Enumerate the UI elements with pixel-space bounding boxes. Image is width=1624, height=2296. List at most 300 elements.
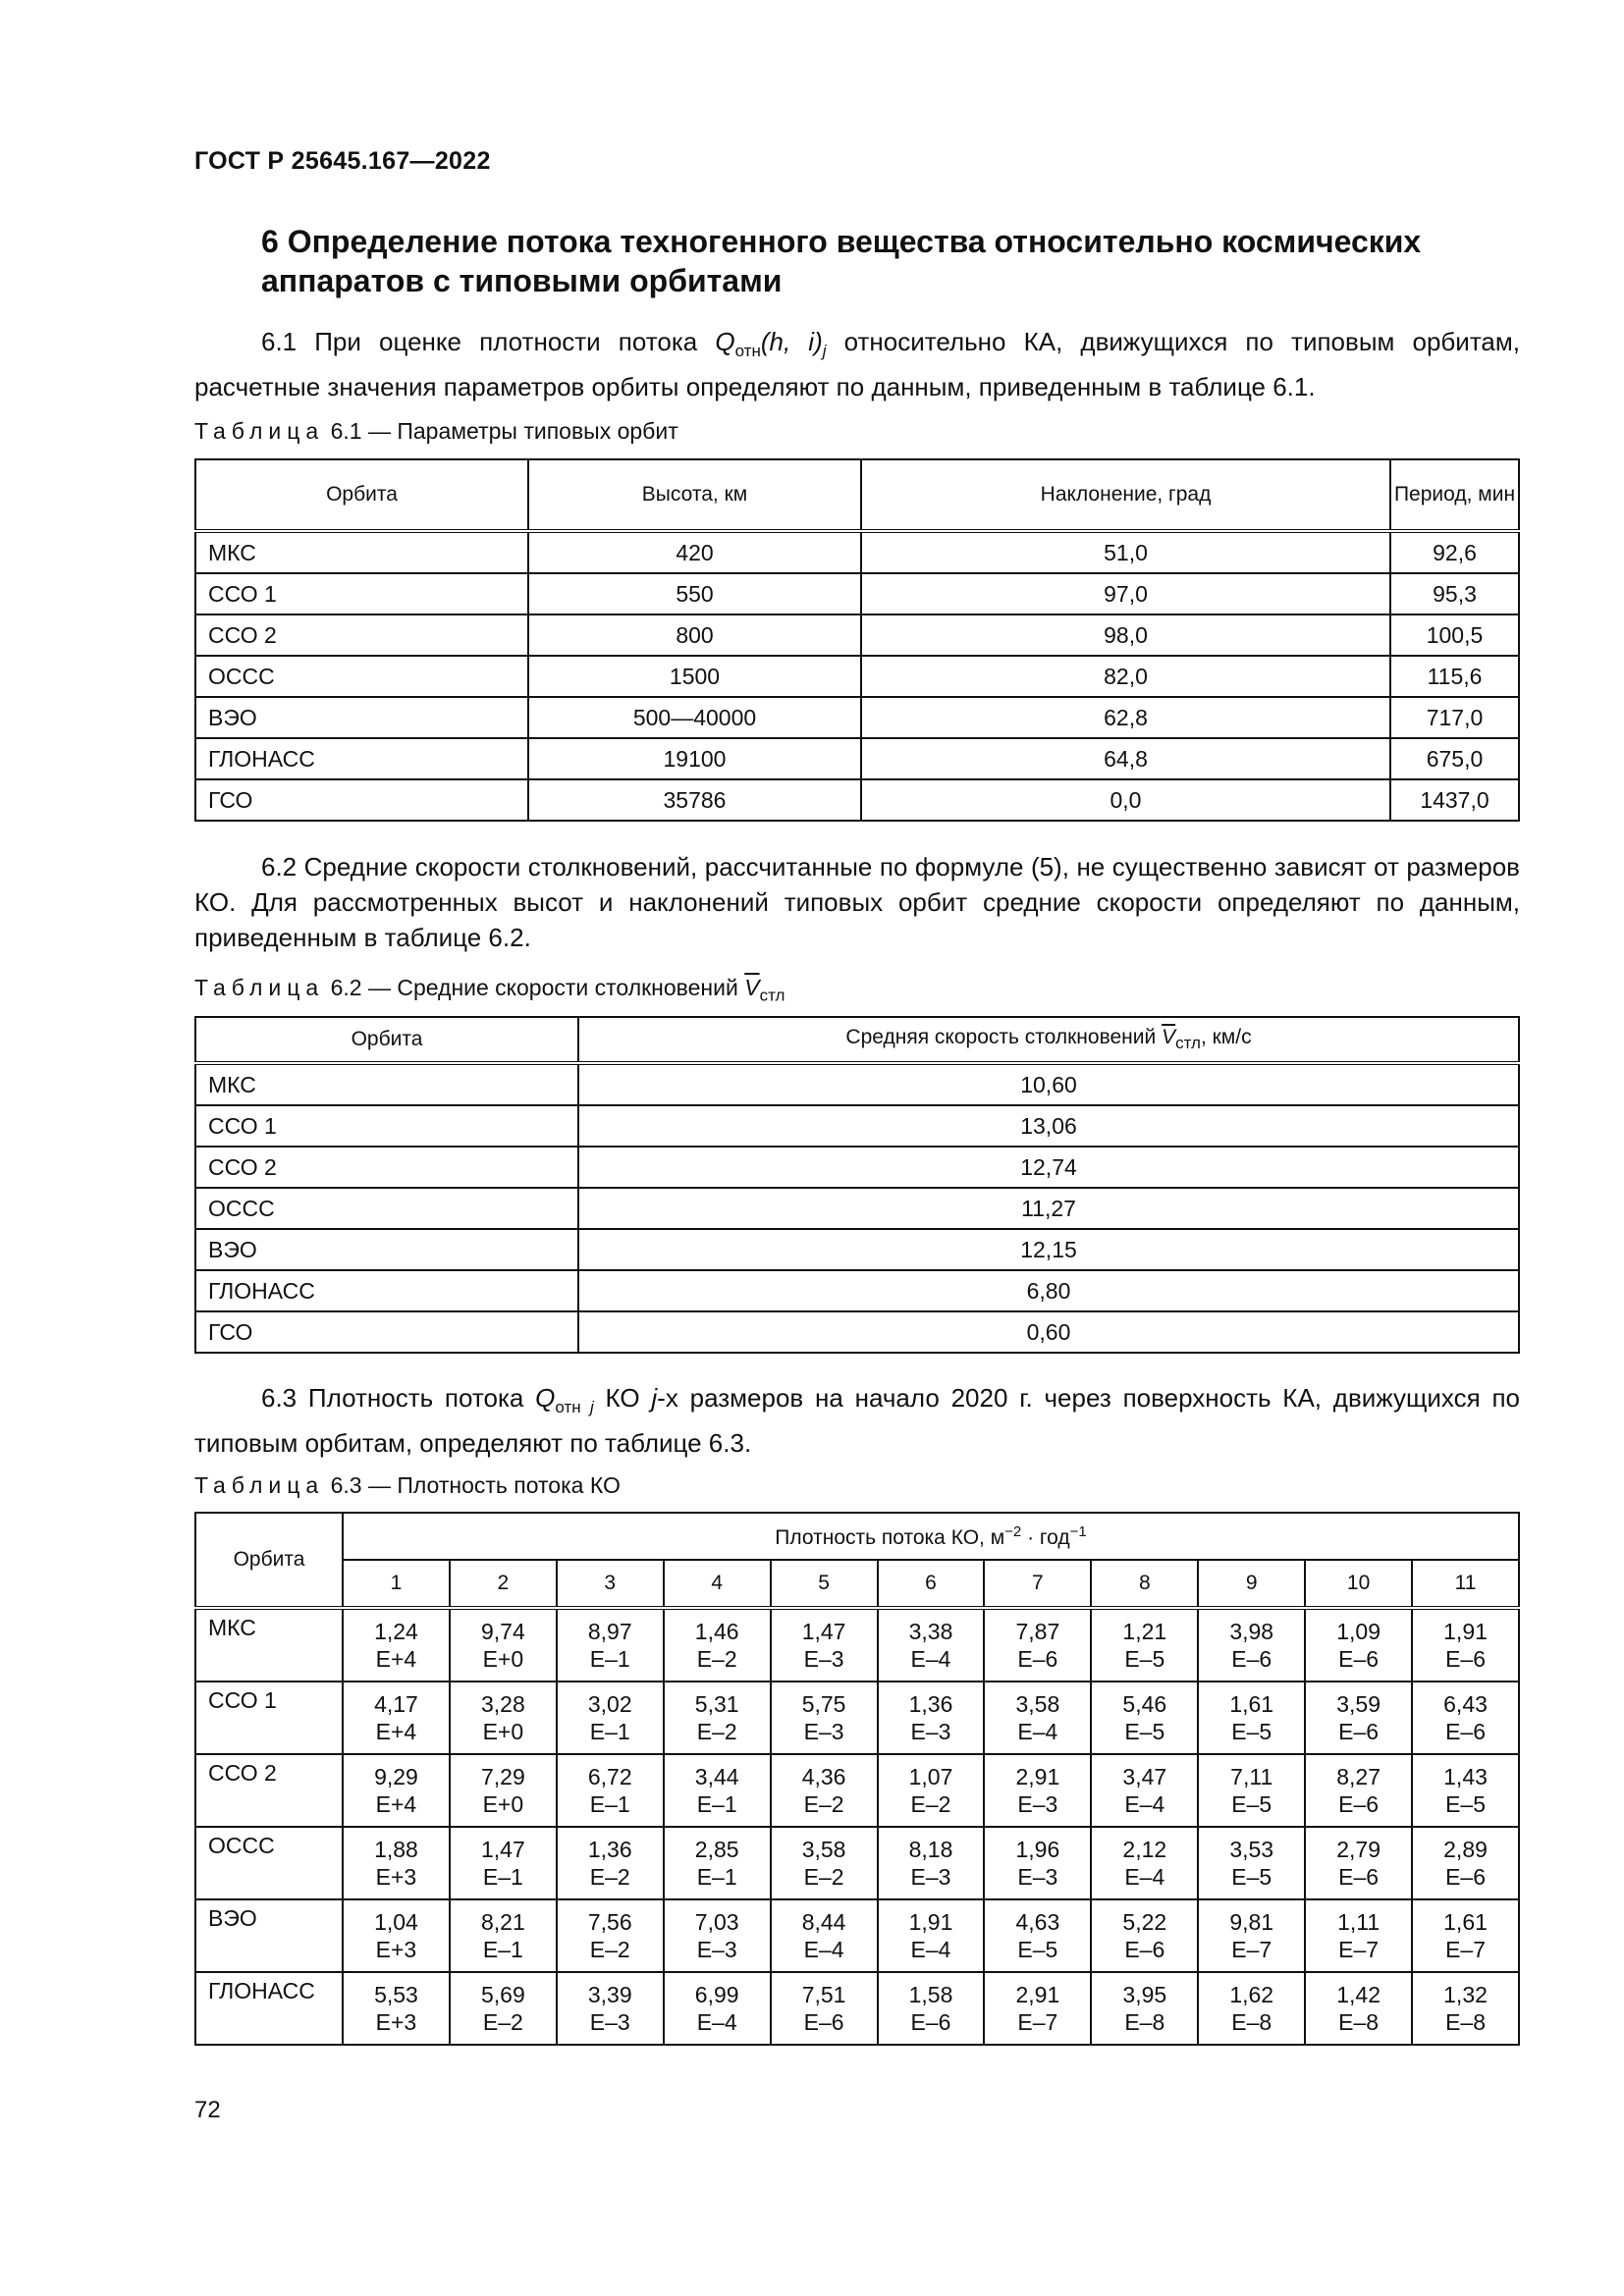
cell-exponent: E+4: [375, 1719, 417, 1744]
table-row: [195, 1972, 1519, 2045]
table-cell-orbit: ССО 2: [195, 1754, 343, 1827]
col-header-size-10: 10: [1305, 1560, 1412, 1608]
table-cell: [878, 1682, 985, 1754]
cell-exponent: E–6: [1338, 1864, 1380, 1890]
table-row: [195, 1827, 1519, 1899]
table-size-columns-row: [195, 1560, 1519, 1608]
document-id: ГОСТ Р 25645.167—2022: [194, 147, 491, 175]
table-cell: [771, 1682, 878, 1754]
table-orbit-parameters: [194, 458, 1520, 822]
cell-exponent: E–5: [1231, 1864, 1272, 1890]
cell-exponent: E+3: [375, 1864, 417, 1890]
table-cell: 100,5: [1390, 614, 1519, 656]
cell-mantissa: 3,58: [1015, 1691, 1060, 1717]
col-header-inclination: Наклонение, град: [861, 459, 1390, 531]
cell-mantissa: 3,38: [908, 1619, 953, 1644]
cell-exponent: E–3: [910, 1864, 951, 1890]
table-cell: [1198, 1682, 1305, 1754]
table-cell: [1305, 1972, 1412, 2045]
cell-exponent: E–6: [1338, 1791, 1380, 1817]
cell-exponent: E–4: [1124, 1791, 1165, 1817]
table-cell: [878, 1754, 985, 1827]
cell-exponent: E+3: [375, 2009, 417, 2035]
table-6-2-caption: Таблица 6.2 — Средние скорости столкновений $\overline{V}_{стл}$: [194, 975, 785, 1005]
cell-mantissa: 1,62: [1229, 1982, 1274, 2007]
cell-exponent: E–3: [1017, 1791, 1058, 1817]
cell-exponent: E–4: [910, 1937, 951, 1962]
col-header-altitude: Высота, км: [528, 459, 861, 531]
table-row: [195, 1311, 1519, 1353]
cell-exponent: E–5: [1445, 1791, 1486, 1817]
table-cell: 1500: [528, 656, 861, 697]
table-row: [195, 738, 1519, 779]
table-cell: ВЭО: [195, 1229, 578, 1270]
table-row: [195, 1188, 1519, 1229]
col-header-size-1: 1: [343, 1560, 450, 1608]
cell-exponent: E–3: [589, 2009, 630, 2035]
table-cell: 6,80: [578, 1270, 1519, 1311]
table-cell: МКС: [195, 1063, 578, 1105]
cell-mantissa: 2,91: [1015, 1982, 1060, 2007]
table-cell: [1198, 1754, 1305, 1827]
table-cell: [450, 1827, 557, 1899]
table-cell: [343, 1754, 450, 1827]
cell-mantissa: 1,11: [1337, 1909, 1380, 1935]
col-header-size-11: 11: [1412, 1560, 1519, 1608]
table-cell: [1091, 1754, 1198, 1827]
cell-mantissa: 3,58: [801, 1837, 846, 1862]
table-cell: [664, 1972, 771, 2045]
cell-exponent: E–5: [1231, 1719, 1272, 1744]
table-cell: [1091, 1827, 1198, 1899]
cell-mantissa: 7,11: [1230, 1764, 1273, 1789]
cell-exponent: E–2: [589, 1937, 630, 1962]
cell-exponent: E–2: [589, 1864, 630, 1890]
cell-mantissa: 5,53: [374, 1982, 418, 2007]
table-row: [195, 1270, 1519, 1311]
cell-exponent: E–6: [1338, 1719, 1380, 1744]
table-cell: [1091, 1682, 1198, 1754]
table-cell: [557, 1972, 664, 2045]
table-cell: [984, 1608, 1091, 1682]
table-cell: [450, 1754, 557, 1827]
table-cell: [1412, 1972, 1519, 2045]
cell-mantissa: 5,31: [694, 1691, 739, 1717]
table-cell: [450, 1682, 557, 1754]
cell-mantissa: 2,12: [1122, 1837, 1167, 1862]
table-cell: 800: [528, 614, 861, 656]
table-6-3-caption: Таблица 6.3 — Плотность потока КО: [194, 1472, 621, 1498]
table-cell: ВЭО: [195, 697, 528, 738]
cell-mantissa: 8,44: [801, 1909, 846, 1935]
table-cell: 115,6: [1390, 656, 1519, 697]
table-cell: [450, 1899, 557, 1972]
cell-mantissa: 1,36: [908, 1691, 953, 1717]
cell-mantissa: 1,43: [1443, 1764, 1488, 1789]
table-cell: [343, 1899, 450, 1972]
table-cell: [1305, 1682, 1412, 1754]
cell-exponent: E–2: [910, 1791, 951, 1817]
table-cell: [771, 1754, 878, 1827]
col-header-size-2: 2: [450, 1560, 557, 1608]
table-header-row: [195, 1513, 1519, 1560]
cell-mantissa: 1,47: [480, 1837, 525, 1862]
table-cell: 12,15: [578, 1229, 1519, 1270]
cell-exponent: E–5: [1231, 1791, 1272, 1817]
cell-exponent: E–7: [1231, 1937, 1272, 1962]
cell-mantissa: 7,03: [694, 1909, 739, 1935]
cell-exponent: E–1: [589, 1719, 630, 1744]
table-row: [195, 1105, 1519, 1147]
table-cell: 92,6: [1390, 531, 1519, 573]
cell-mantissa: 7,56: [587, 1909, 632, 1935]
cell-exponent: E–2: [696, 1719, 737, 1744]
table-cell: 420: [528, 531, 861, 573]
cell-mantissa: 7,29: [480, 1764, 525, 1789]
table-cell: 0,60: [578, 1311, 1519, 1353]
table-row: [195, 697, 1519, 738]
table-cell: [771, 1899, 878, 1972]
cell-exponent: E–3: [803, 1719, 844, 1744]
cell-mantissa: 5,46: [1122, 1691, 1167, 1717]
table-cell: [1412, 1754, 1519, 1827]
table-cell: 51,0: [861, 531, 1390, 573]
cell-mantissa: 1,61: [1443, 1909, 1488, 1935]
cell-exponent: E–6: [1017, 1646, 1058, 1672]
cell-mantissa: 3,47: [1122, 1764, 1167, 1789]
table-cell: 12,74: [578, 1147, 1519, 1188]
table-cell: [1305, 1827, 1412, 1899]
table-cell-orbit: ССО 1: [195, 1682, 343, 1754]
cell-mantissa: 3,59: [1336, 1691, 1380, 1717]
cell-exponent: E+0: [482, 1791, 524, 1817]
cell-exponent: E+4: [375, 1646, 417, 1672]
cell-mantissa: 9,29: [374, 1764, 418, 1789]
table-cell: [664, 1682, 771, 1754]
table-cell: [557, 1608, 664, 1682]
table-cell: [1198, 1827, 1305, 1899]
cell-mantissa: 5,22: [1122, 1909, 1167, 1935]
cell-exponent: E–6: [1445, 1646, 1486, 1672]
table-cell: [771, 1972, 878, 2045]
cell-mantissa: 3,95: [1122, 1982, 1167, 2007]
table-cell: [1198, 1899, 1305, 1972]
cell-exponent: E–7: [1338, 1937, 1380, 1962]
col-header-size-8: 8: [1091, 1560, 1198, 1608]
cell-mantissa: 8,18: [908, 1837, 953, 1862]
cell-mantissa: 1,88: [374, 1837, 418, 1862]
table-cell: [771, 1608, 878, 1682]
cell-exponent: E–7: [1017, 2009, 1058, 2035]
table-cell: [1091, 1608, 1198, 1682]
cell-exponent: E–6: [910, 2009, 951, 2035]
table-cell: [771, 1827, 878, 1899]
cell-mantissa: 1,36: [587, 1837, 632, 1862]
cell-exponent: E–7: [1445, 1937, 1486, 1962]
table-cell-orbit: ВЭО: [195, 1899, 343, 1972]
cell-mantissa: 5,75: [801, 1691, 846, 1717]
cell-mantissa: 2,91: [1015, 1764, 1060, 1789]
table-cell: ГСО: [195, 1311, 578, 1353]
table-row: [195, 531, 1519, 573]
cell-exponent: E–4: [803, 1937, 844, 1962]
cell-mantissa: 1,32: [1443, 1982, 1488, 2007]
table-cell: [984, 1899, 1091, 1972]
cell-exponent: E–8: [1231, 2009, 1272, 2035]
table-row: [195, 1608, 1519, 1682]
table-cell: 1437,0: [1390, 779, 1519, 821]
cell-mantissa: 1,58: [908, 1982, 953, 2007]
cell-exponent: E+0: [482, 1719, 524, 1744]
table-cell: [343, 1827, 450, 1899]
table-cell: [1412, 1608, 1519, 1682]
table-cell: [664, 1754, 771, 1827]
table-cell: ГЛОНАСС: [195, 738, 528, 779]
cell-mantissa: 1,04: [374, 1909, 418, 1935]
cell-exponent: E–8: [1338, 2009, 1380, 2035]
table-cell: [1091, 1972, 1198, 2045]
table-cell: [1412, 1899, 1519, 1972]
table-cell: [343, 1608, 450, 1682]
table-row: [195, 1754, 1519, 1827]
table-cell: 675,0: [1390, 738, 1519, 779]
table-cell: [984, 1972, 1091, 2045]
col-header-size-6: 6: [878, 1560, 985, 1608]
table-cell: 97,0: [861, 573, 1390, 614]
table-cell-orbit: МКС: [195, 1608, 343, 1682]
cell-exponent: E–3: [1017, 1864, 1058, 1890]
table-cell: [984, 1827, 1091, 1899]
table-cell: [664, 1899, 771, 1972]
table-row: [195, 1682, 1519, 1754]
cell-exponent: E–3: [696, 1937, 737, 1962]
cell-mantissa: 6,43: [1443, 1691, 1488, 1717]
col-header-size-4: 4: [664, 1560, 771, 1608]
table-cell: [1198, 1972, 1305, 2045]
cell-exponent: E+4: [375, 1791, 417, 1817]
cell-exponent: E–1: [482, 1864, 523, 1890]
cell-exponent: E–4: [696, 2009, 737, 2035]
cell-mantissa: 1,24: [374, 1619, 418, 1644]
col-header-period: Период, мин: [1390, 459, 1519, 531]
cell-mantissa: 4,36: [801, 1764, 846, 1789]
cell-exponent: E–8: [1124, 2009, 1165, 2035]
cell-exponent: E+3: [375, 1937, 417, 1962]
cell-mantissa: 2,89: [1443, 1837, 1488, 1862]
table-cell: [664, 1608, 771, 1682]
table-cell: ССО 1: [195, 1105, 578, 1147]
table-cell: [878, 1608, 985, 1682]
cell-exponent: E–8: [1445, 2009, 1486, 2035]
cell-exponent: E–6: [1445, 1719, 1486, 1744]
table-cell: 82,0: [861, 656, 1390, 697]
table-cell: [557, 1827, 664, 1899]
cell-mantissa: 1,96: [1015, 1837, 1060, 1862]
paragraph-6-3: 6.3 Плотность потока $Q_{отн}$ $_j$ КО j-х размеров на начало 2020 г. через поверхность КА, движущихся по типовым орбитам, определяют по таблице 6.3.: [194, 1383, 1521, 1459]
col-header-flux: Плотность потока КО, $м^{-2} \cdot год^{-1}$: [343, 1513, 1519, 1560]
table-cell: ОССС: [195, 656, 528, 697]
table-cell: 62,8: [861, 697, 1390, 738]
table-cell: 550: [528, 573, 861, 614]
cell-mantissa: 1,91: [908, 1909, 953, 1935]
table-cell: [1091, 1899, 1198, 1972]
cell-exponent: E–1: [589, 1646, 630, 1672]
cell-mantissa: 3,39: [587, 1982, 632, 2007]
cell-mantissa: 9,74: [480, 1619, 525, 1644]
table-cell-orbit: ГЛОНАСС: [195, 1972, 343, 2045]
table-row: [195, 573, 1519, 614]
cell-mantissa: 5,69: [480, 1982, 525, 2007]
cell-mantissa: 1,07: [908, 1764, 953, 1789]
cell-exponent: E–5: [1124, 1646, 1165, 1672]
table-cell: ГСО: [195, 779, 528, 821]
cell-mantissa: 3,98: [1229, 1619, 1274, 1644]
col-header-size-3: 3: [557, 1560, 664, 1608]
cell-mantissa: 1,09: [1336, 1619, 1380, 1644]
table-cell: [1305, 1899, 1412, 1972]
table-cell: [1198, 1608, 1305, 1682]
table-header-row: [195, 1017, 1519, 1063]
table-cell: 95,3: [1390, 573, 1519, 614]
table-cell: 11,27: [578, 1188, 1519, 1229]
col-header-orbit: Орбита: [195, 459, 528, 531]
col-header-speed: Средняя скорость столкновений $\overline{V}_{стл}$, км/с: [578, 1017, 1519, 1063]
table-cell: [450, 1608, 557, 1682]
cell-mantissa: 8,27: [1336, 1764, 1380, 1789]
cell-exponent: E–5: [1017, 1937, 1058, 1962]
table-cell: [664, 1827, 771, 1899]
cell-mantissa: 8,97: [587, 1619, 632, 1644]
table-cell: [343, 1972, 450, 2045]
table-6-1-caption: Таблица 6.1 — Параметры типовых орбит: [194, 418, 678, 444]
cell-exponent: E–2: [482, 2009, 523, 2035]
cell-exponent: E–2: [803, 1864, 844, 1890]
table-cell: [557, 1682, 664, 1754]
table-cell: [984, 1682, 1091, 1754]
cell-exponent: E–5: [1124, 1719, 1165, 1744]
table-cell: [878, 1899, 985, 1972]
table-cell: 19100: [528, 738, 861, 779]
cell-mantissa: 8,21: [480, 1909, 525, 1935]
table-cell: [1305, 1754, 1412, 1827]
table-row: [195, 779, 1519, 821]
cell-mantissa: 3,02: [587, 1691, 632, 1717]
cell-exponent: E–4: [1124, 1864, 1165, 1890]
cell-exponent: E–3: [803, 1646, 844, 1672]
table-cell: [1412, 1827, 1519, 1899]
table-row: [195, 1899, 1519, 1972]
cell-exponent: E–3: [910, 1719, 951, 1744]
table-cell: ГЛОНАСС: [195, 1270, 578, 1311]
cell-mantissa: 7,87: [1015, 1619, 1060, 1644]
table-cell: [878, 1972, 985, 2045]
cell-exponent: E–4: [910, 1646, 951, 1672]
paragraph-6-1: 6.1 При оценке плотности потока $Q_{отн}(h$, $i)_j$ относительно КА, движущихся по типовым орбитам, расчетные значения параметров орбиты определяют по данным, приведенным в таблице 6.1.: [194, 327, 1520, 402]
paragraph-6-2: 6.2 Средние скорости столкновений, рассчитанные по формуле (5), не существенно зависят от размеров КО. Для рассмотренных высот и наклонений типовых орбит средние скорости определяют по данным, приведенным в таблице 6.2.: [194, 852, 1520, 952]
cell-mantissa: 1,21: [1122, 1619, 1167, 1644]
table-cell: ССО 1: [195, 573, 528, 614]
table-cell: [984, 1754, 1091, 1827]
cell-mantissa: 2,79: [1336, 1837, 1380, 1862]
table-cell: 0,0: [861, 779, 1390, 821]
cell-exponent: E–1: [696, 1791, 737, 1817]
table-cell: 717,0: [1390, 697, 1519, 738]
table-cell: 13,06: [578, 1105, 1519, 1147]
col-header-size-5: 5: [771, 1560, 878, 1608]
table-cell: ССО 2: [195, 1147, 578, 1188]
cell-exponent: E–1: [696, 1864, 737, 1890]
table-flux-density: [194, 1512, 1520, 2046]
cell-mantissa: 4,17: [374, 1691, 418, 1717]
cell-mantissa: 9,81: [1229, 1909, 1274, 1935]
table-header-row: [195, 459, 1519, 531]
table-cell-orbit: ОССС: [195, 1827, 343, 1899]
cell-mantissa: 1,91: [1443, 1619, 1488, 1644]
table-row: [195, 1147, 1519, 1188]
cell-exponent: E–2: [696, 1646, 737, 1672]
table-cell: 98,0: [861, 614, 1390, 656]
cell-exponent: E–6: [803, 2009, 844, 2035]
col-header-size-7: 7: [984, 1560, 1091, 1608]
table-cell: 35786: [528, 779, 861, 821]
cell-exponent: E–6: [1231, 1646, 1272, 1672]
table-cell: 10,60: [578, 1063, 1519, 1105]
cell-exponent: E–4: [1017, 1719, 1058, 1744]
table-cell: [450, 1972, 557, 2045]
cell-exponent: E–6: [1338, 1646, 1380, 1672]
table-cell: ССО 2: [195, 614, 528, 656]
cell-exponent: E–1: [482, 1937, 523, 1962]
section-title: 6 Определение потока техногенного вещества относительно космических аппаратов с типовыми орбитами: [261, 224, 1422, 298]
cell-mantissa: 3,28: [480, 1691, 525, 1717]
table-cell: [557, 1899, 664, 1972]
table-cell: [343, 1682, 450, 1754]
cell-exponent: E–6: [1445, 1864, 1486, 1890]
table-cell: [1412, 1682, 1519, 1754]
table-cell: 64,8: [861, 738, 1390, 779]
table-row: [195, 656, 1519, 697]
table-cell: [1305, 1608, 1412, 1682]
cell-mantissa: 4,63: [1015, 1909, 1060, 1935]
cell-mantissa: 3,53: [1229, 1837, 1274, 1862]
cell-mantissa: 6,72: [587, 1764, 632, 1789]
cell-exponent: E–2: [803, 1791, 844, 1817]
table-row: [195, 614, 1519, 656]
cell-mantissa: 1,61: [1229, 1691, 1274, 1717]
table-cell: 500—40000: [528, 697, 861, 738]
table-collision-speeds: [194, 1016, 1520, 1354]
col-header-size-9: 9: [1198, 1560, 1305, 1608]
col-header-orbit: Орбита: [195, 1017, 578, 1063]
table-cell: ОССС: [195, 1188, 578, 1229]
cell-mantissa: 6,99: [694, 1982, 739, 2007]
table-cell: МКС: [195, 531, 528, 573]
table-row: [195, 1063, 1519, 1105]
cell-mantissa: 2,85: [694, 1837, 739, 1862]
page-number: 72: [194, 2097, 221, 2123]
cell-exponent: E–1: [589, 1791, 630, 1817]
col-header-orbit: Орбита: [195, 1513, 343, 1608]
cell-mantissa: 1,46: [694, 1619, 739, 1644]
cell-exponent: E–6: [1124, 1937, 1165, 1962]
table-row: [195, 1229, 1519, 1270]
table-cell: [878, 1827, 985, 1899]
table-cell: [557, 1754, 664, 1827]
cell-mantissa: 1,47: [801, 1619, 846, 1644]
cell-exponent: E+0: [482, 1646, 524, 1672]
cell-mantissa: 1,42: [1336, 1982, 1380, 2007]
cell-mantissa: 3,44: [694, 1764, 739, 1789]
